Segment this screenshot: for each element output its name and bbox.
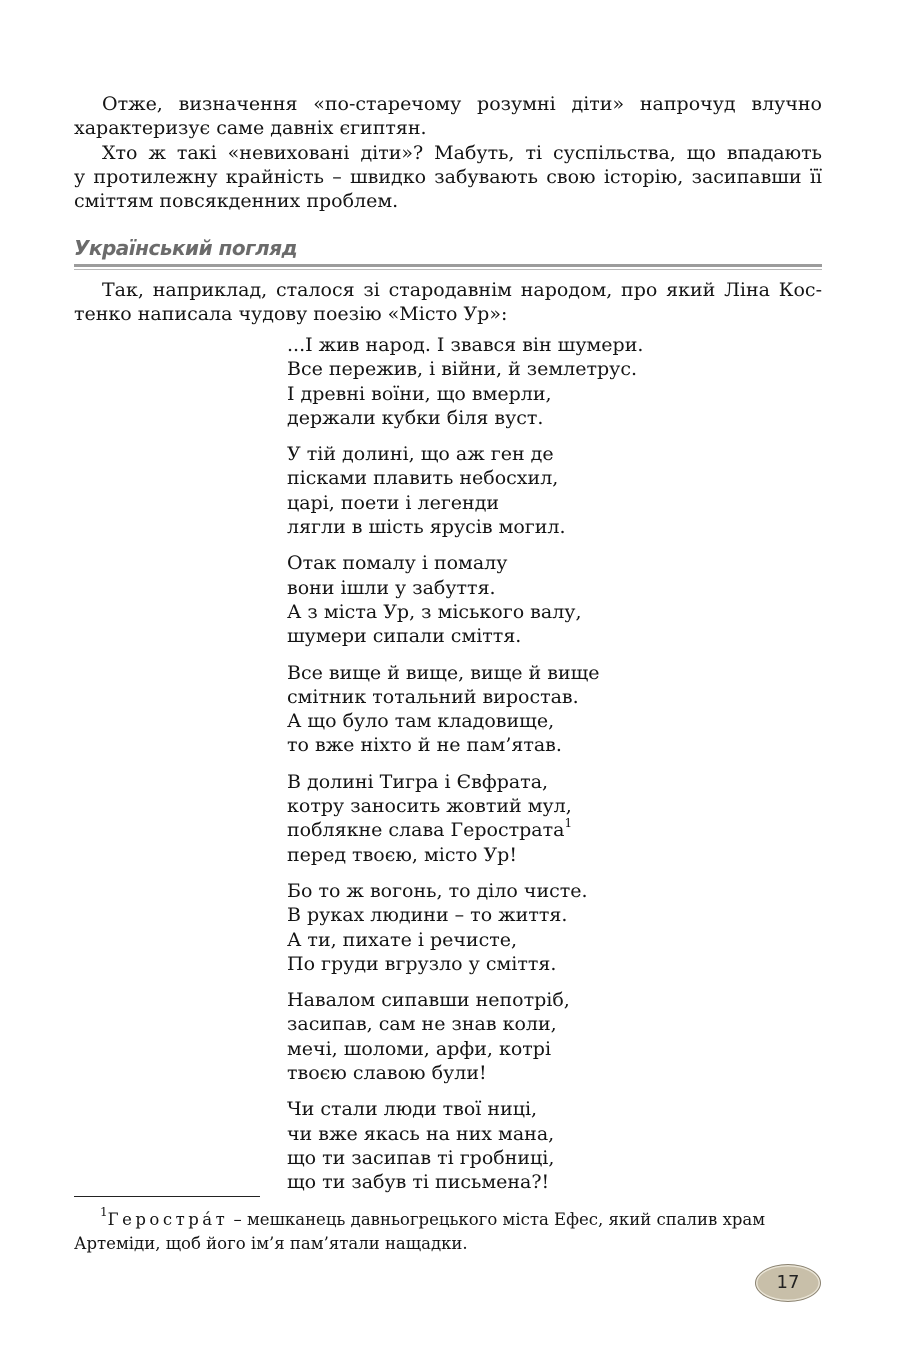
footnote-term: Герострáт (107, 1210, 229, 1229)
intro-paragraph-1 (74, 92, 822, 140)
poem-stanza-7 (287, 988, 707, 1085)
section-heading: Український погляд (74, 236, 298, 260)
poem-line: А з міста Ур, з міського валу, (287, 600, 582, 623)
poem-mistо-ur (287, 333, 707, 1207)
poem-line (287, 818, 707, 842)
poem-line: твоєю славою були! (287, 1062, 487, 1085)
poem-line: смітник тотальний виростав. (287, 685, 579, 708)
poem-line: чи вже якась на них мана, (287, 1122, 555, 1145)
poem-line: лягли в шість ярусів могил. (287, 516, 566, 539)
poem-line-text: поблякне слава Герострата (287, 819, 565, 842)
poem-stanza-8 (287, 1097, 707, 1194)
text-line: у протилежну крайність – швидко забувають свою історію, засипавши її (74, 166, 822, 188)
poem-stanza-4 (287, 661, 707, 758)
poem-line: Навалом сипавши непотріб, (287, 989, 570, 1012)
footnote (74, 1205, 822, 1256)
poem-line: По груди вгрузло у сміття. (287, 952, 557, 975)
footnote-mark: 1 (100, 1205, 108, 1219)
poem-line: царі, поети і легенди (287, 491, 500, 514)
poem-stanza-1 (287, 333, 707, 430)
text-line: сміттям повсякденних проблем. (74, 190, 399, 212)
text-line: Так, наприклад, сталося зі стародавнім народом, про який Ліна Кос- (102, 279, 822, 301)
poem-line: вони ішли у забуття. (287, 576, 496, 599)
poem-line: то вже ніхто й не пам’ятав. (287, 734, 562, 757)
poem-line: мечі, шоломи, арфи, котрі (287, 1037, 552, 1060)
intro-paragraph-2 (74, 141, 822, 213)
poem-line: Чи стали люди твої ниці, (287, 1098, 538, 1121)
poem-line: котру заносить жовтий мул, (287, 795, 572, 818)
poem-line: засипав, сам не знав коли, (287, 1013, 557, 1036)
poem-line: А що було там кладовище, (287, 710, 555, 733)
poem-line: Отак помалу і помалу (287, 552, 508, 575)
footnote-line: Артеміди, щоб його ім’я пам’ятали нащадки. (74, 1234, 468, 1253)
poem-stanza-3 (287, 551, 707, 648)
poem-line: що ти засипав ті гробниці, (287, 1146, 555, 1169)
footnote-text: – мешканець давньогрецького міста Ефес, який спалив храм (228, 1210, 766, 1229)
text-line: характеризує саме давніх єгиптян. (74, 117, 427, 139)
poem-line: пісками плавить небосхил, (287, 467, 559, 490)
poem-line: В руках людини – то життя. (287, 904, 568, 927)
poem-line: А ти, пихате і речисте, (287, 928, 518, 951)
poem-line: Все вище й вище, вище й вище (287, 661, 600, 684)
heading-rule-thin (74, 269, 822, 270)
poem-line: шумери сипали сміття. (287, 625, 522, 648)
text-line: Хто ж такі «невиховані діти»? Мабуть, ті суспільства, що впадають (102, 142, 822, 164)
poem-line: перед твоєю, місто Ур! (287, 843, 517, 866)
poem-line: що ти забув ті письмена?! (287, 1171, 550, 1194)
poem-stanza-6 (287, 879, 707, 976)
lead-paragraph (74, 278, 822, 326)
footnote-mark: 1 (564, 816, 573, 831)
footnote-line (74, 1205, 822, 1232)
heading-rule (74, 264, 822, 267)
poem-stanza-5 (287, 770, 707, 867)
poem-line: держали кубки біля вуст. (287, 406, 544, 429)
text-line: Отже, визначення «по-старечому розумні діти» напрочуд влучно (102, 93, 822, 115)
text-line: тенко написала чудову поезію «Місто Ур»: (74, 303, 508, 325)
poem-line: В долині Тигра і Євфрата, (287, 770, 549, 793)
poem-line: Все пережив, і війни, й землетрус. (287, 358, 638, 381)
poem-line: ...І жив народ. І звався він шумери. (287, 334, 644, 356)
poem-stanza-2 (287, 442, 707, 539)
poem-line: У тій долині, що аж ген де (287, 443, 554, 466)
poem-line: І древні воїни, що вмерли, (287, 382, 552, 405)
poem-line: Бо то ж вогонь, то діло чисте. (287, 879, 588, 902)
page-number-badge: 17 (755, 1264, 821, 1302)
footnote-rule (74, 1196, 260, 1197)
